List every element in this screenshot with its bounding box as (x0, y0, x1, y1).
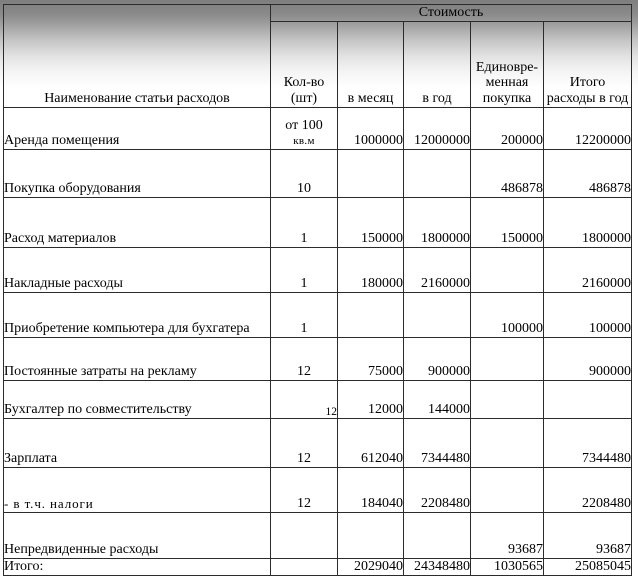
row-total-year: 900000 (544, 337, 632, 380)
table-row (4, 467, 632, 512)
header-total-line1: Итого (569, 75, 606, 91)
row-label: Приобретение компьютера для бухгатера (4, 292, 271, 337)
header-row-group (4, 5, 632, 22)
row-total-year (544, 380, 632, 418)
row-quantity: 12 (271, 418, 338, 467)
row-per-month: 1000000 (338, 107, 404, 149)
table-row-total (4, 558, 632, 575)
row-label: Накладные расходы (4, 247, 271, 292)
table-row (4, 197, 632, 247)
table-row (4, 418, 632, 467)
row-one-time (471, 337, 544, 380)
row-label: Покупка оборудования (4, 149, 271, 197)
row-per-year: 1800000 (404, 197, 471, 247)
row-total-year: 486878 (544, 149, 632, 197)
row-quantity: 1 (271, 292, 338, 337)
row-per-month: 2029040 (338, 558, 404, 575)
row-label: Постоянные затраты на рекламу (4, 337, 271, 380)
row-per-year: 7344480 (404, 418, 471, 467)
row-total-year: 7344480 (544, 418, 632, 467)
table-row (4, 337, 632, 380)
row-total-year: 100000 (544, 292, 632, 337)
row-label: Непредвиденные расходы (4, 512, 271, 558)
row-label: Расход материалов (4, 197, 271, 247)
row-quantity: 12 (271, 380, 338, 418)
row-one-time: 486878 (471, 149, 544, 197)
row-total-year: 2208480 (544, 467, 632, 512)
table-row (4, 107, 632, 149)
row-one-time: 100000 (471, 292, 544, 337)
header-cell-per-year: в год (404, 21, 471, 107)
row-one-time (471, 418, 544, 467)
row-label: - в т.ч. налоги (4, 467, 271, 512)
row-per-month: 150000 (338, 197, 404, 247)
row-total-year: 12200000 (544, 107, 632, 149)
row-one-time: 150000 (471, 197, 544, 247)
row-label: Бухгалтер по совместительству (4, 380, 271, 418)
row-per-year (404, 149, 471, 197)
header-cell-one-time (471, 21, 544, 107)
table-row (4, 380, 632, 418)
row-one-time: 93687 (471, 512, 544, 558)
header-cell-quantity (271, 21, 338, 107)
row-quantity: 1 (271, 247, 338, 292)
row-label: Итого: (4, 558, 271, 575)
row-total-year: 2160000 (544, 247, 632, 292)
row-quantity: 12 (271, 467, 338, 512)
table-body (4, 107, 632, 575)
header-one-time-line2: менная (485, 75, 529, 91)
header-total-line2: расходы в год (546, 91, 629, 106)
row-quantity: 12 (271, 337, 338, 380)
expense-budget-table (3, 4, 632, 576)
header-quantity-line2: (шт) (290, 91, 318, 106)
row-total-year: 25085045 (544, 558, 632, 575)
row-quantity-main: от 100 (285, 118, 323, 134)
row-per-year: 900000 (404, 337, 471, 380)
row-total-year: 1800000 (544, 197, 632, 247)
header-cell-per-month: в месяц (338, 21, 404, 107)
row-one-time: 1030565 (471, 558, 544, 575)
row-per-year: 12000000 (404, 107, 471, 149)
row-quantity (271, 107, 338, 149)
row-quantity (271, 558, 338, 575)
row-per-month: 612040 (338, 418, 404, 467)
row-per-month (338, 149, 404, 197)
table-header (4, 5, 632, 108)
row-label: Зарплата (4, 418, 271, 467)
header-cell-total-year (544, 21, 632, 107)
row-label: Аренда помещения (4, 107, 271, 149)
row-per-year: 24348480 (404, 558, 471, 575)
table-row (4, 149, 632, 197)
header-one-time-line3: покупка (482, 91, 532, 106)
row-per-month: 180000 (338, 247, 404, 292)
row-quantity (271, 512, 338, 558)
row-per-year: 144000 (404, 380, 471, 418)
row-one-time (471, 247, 544, 292)
row-per-month: 75000 (338, 337, 404, 380)
row-one-time (471, 467, 544, 512)
row-one-time: 200000 (471, 107, 544, 149)
row-per-month (338, 512, 404, 558)
row-per-month (338, 292, 404, 337)
row-quantity: 1 (271, 197, 338, 247)
row-per-year: 2208480 (404, 467, 471, 512)
table-row (4, 247, 632, 292)
header-one-time-line1: Единовре- (475, 59, 539, 75)
header-cell-cost-group: Стоимость (271, 5, 632, 22)
row-per-year (404, 512, 471, 558)
row-quantity: 10 (271, 149, 338, 197)
row-total-year: 93687 (544, 512, 632, 558)
row-one-time (471, 380, 544, 418)
table-row (4, 292, 632, 337)
row-quantity-sub: кв.м (293, 134, 315, 147)
header-cell-name: Наименование статьи расходов (4, 5, 271, 108)
row-per-month: 12000 (338, 380, 404, 418)
row-per-month: 184040 (338, 467, 404, 512)
row-per-year: 2160000 (404, 247, 471, 292)
row-per-year (404, 292, 471, 337)
header-quantity-line1: Кол-во (283, 75, 325, 91)
table-row (4, 512, 632, 558)
